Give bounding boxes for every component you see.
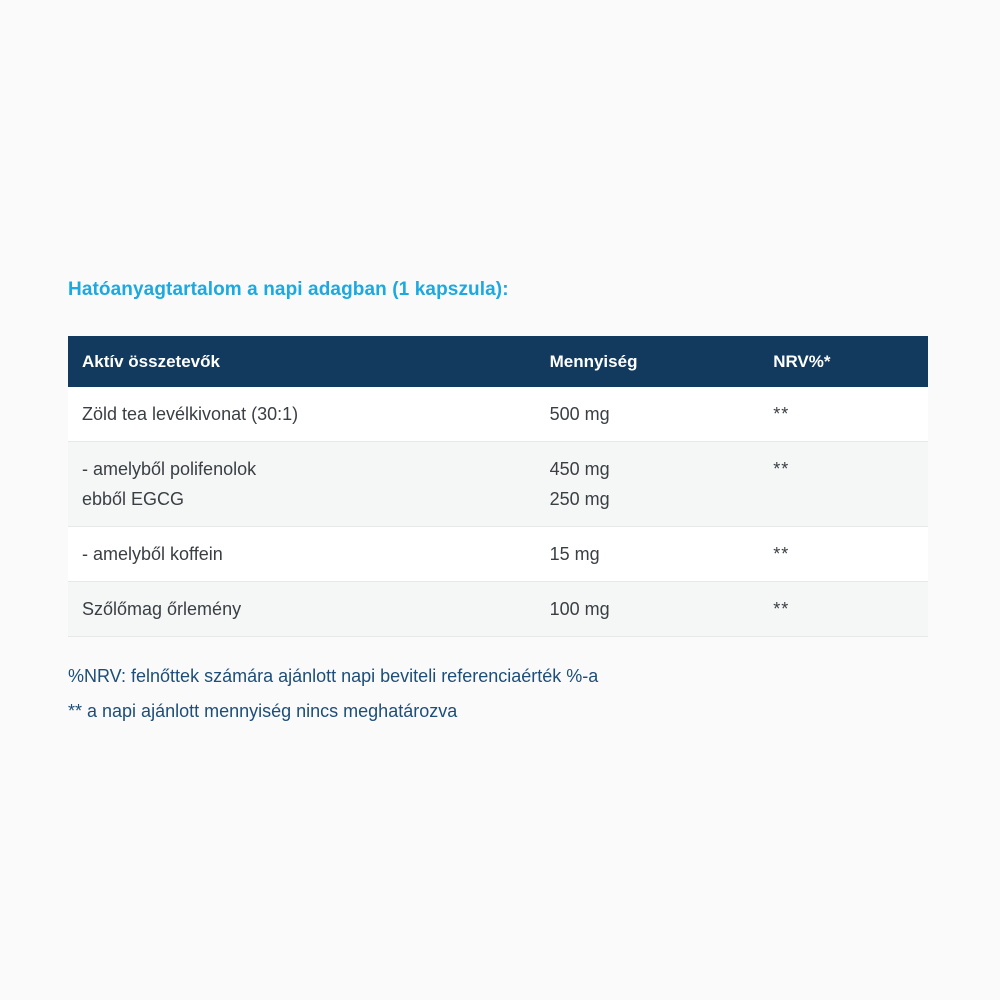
supplement-facts-section (68, 0, 928, 723)
ingredient-name: Szőlőmag őrlemény (82, 599, 242, 619)
nrv-value: ** (773, 404, 790, 424)
column-header-nrv: NRV%* (773, 351, 831, 371)
table-row (68, 387, 928, 442)
ingredient-name-line: - amelyből polifenolok (82, 459, 257, 479)
ingredient-amount-line: 450 mg (549, 459, 610, 479)
column-header-active-ingredients: Aktív összetevők (82, 351, 220, 371)
column-header-amount: Mennyiség (549, 351, 638, 371)
nrv-value: ** (773, 459, 790, 479)
ingredient-name: Zöld tea levélkivonat (30:1) (82, 404, 299, 424)
footnote-nrv-definition: %NRV: felnőttek számára ajánlott napi beviteli referenciaérték %-a (68, 666, 599, 686)
section-title: Hatóanyagtartalom a napi adagban (1 kapszula): (68, 279, 509, 300)
ingredient-amount (550, 454, 774, 514)
table-header-row (68, 336, 928, 387)
nrv-value: ** (773, 599, 790, 619)
ingredient-amount: 15 mg (549, 544, 600, 564)
table-row (68, 582, 928, 637)
ingredient-amount: 500 mg (549, 404, 610, 424)
ingredient-amount-line: 250 mg (549, 489, 610, 509)
ingredient-name: - amelyből koffein (82, 544, 223, 564)
table-row (68, 442, 928, 527)
nrv-value: ** (773, 544, 790, 564)
footnotes (68, 664, 928, 723)
ingredient-name-line: ebből EGCG (82, 489, 185, 509)
ingredient-name (68, 454, 550, 514)
footnote-no-reference-value: ** a napi ajánlott mennyiség nincs meghatározva (68, 701, 458, 721)
table-row (68, 527, 928, 582)
ingredient-amount: 100 mg (549, 599, 610, 619)
ingredients-table (68, 336, 928, 637)
